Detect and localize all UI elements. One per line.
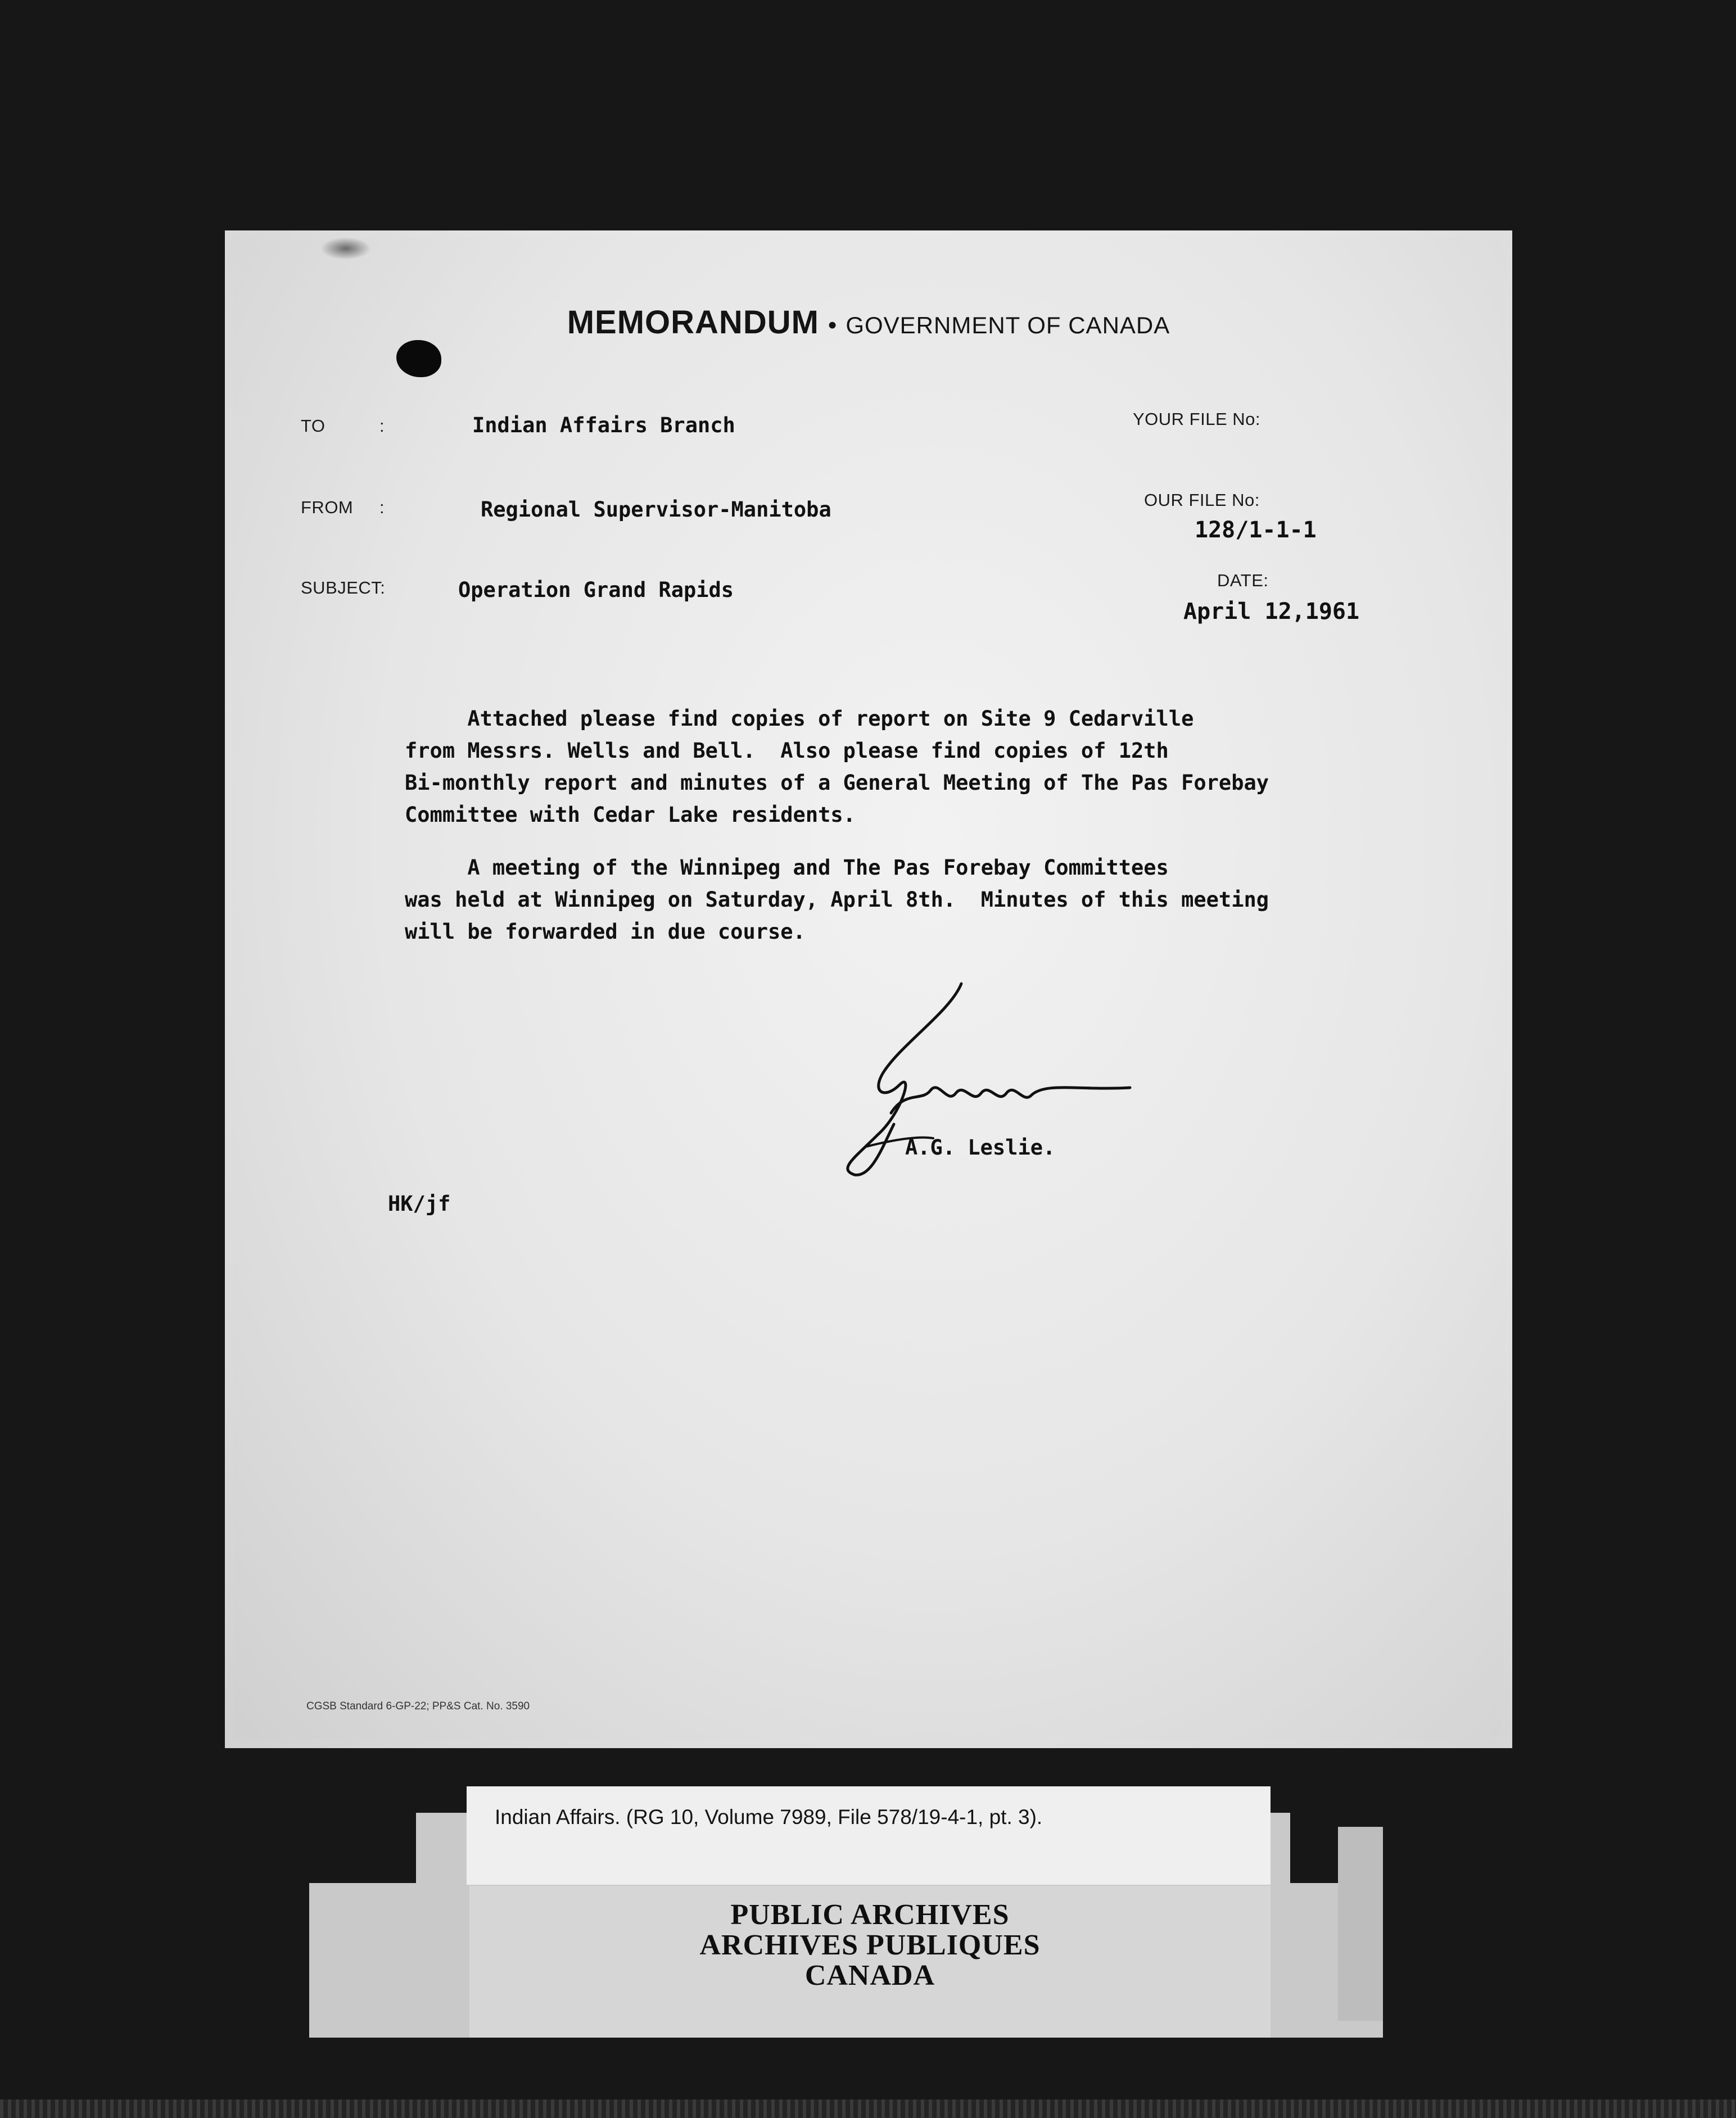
memo-page	[225, 230, 1512, 1748]
to-value: Indian Affairs Branch	[472, 413, 735, 437]
paragraph-2-line: A meeting of the Winnipeg and The Pas Forebay Committees	[405, 856, 1169, 880]
memo-paragraph-2	[405, 852, 1394, 948]
typist-initials: HK/jf	[388, 1192, 451, 1216]
from-label: FROM	[301, 497, 354, 517]
date-label: DATE:	[1217, 571, 1269, 590]
to-label: TO	[301, 416, 326, 436]
paragraph-1-line: Attached please find copies of report on Site 9 Cedarville	[405, 707, 1194, 731]
stamp-line: ARCHIVES PUBLIQUES	[699, 1929, 1041, 1961]
paragraph-2-line: was held at Winnipeg on Saturday, April 8th. Minutes of this meeting	[405, 888, 1269, 912]
memo-org: GOVERNMENT OF CANADA	[846, 312, 1170, 338]
to-colon: :	[379, 416, 385, 436]
your-file-label: YOUR FILE No:	[1133, 409, 1260, 429]
paragraph-2-line: will be forwarded in due course.	[405, 920, 806, 944]
film-edge-strip	[0, 2099, 1736, 2118]
archive-stamp	[469, 1900, 1271, 1991]
from-value: Regional Supervisor-Manitoba	[481, 497, 831, 522]
subject-value: Operation Grand Rapids	[458, 578, 734, 602]
punch-hole	[396, 340, 441, 377]
archive-tab-edge	[1338, 1827, 1383, 2021]
subject-label: SUBJECT:	[301, 578, 386, 598]
paragraph-1-line: from Messrs. Wells and Bell. Also please find copies of 12th	[405, 739, 1169, 763]
our-file-label: OUR FILE No:	[1144, 490, 1260, 510]
stamp-line: PUBLIC ARCHIVES	[730, 1899, 1010, 1931]
memo-title: MEMORANDUM	[567, 304, 819, 341]
header-separator: •	[828, 311, 837, 339]
paper-smudge	[320, 237, 371, 260]
archive-label-strip	[467, 1786, 1271, 1885]
date-value: April 12,1961	[1183, 599, 1360, 624]
archive-tab-notch	[309, 1813, 416, 1883]
stamp-line: CANADA	[804, 1959, 935, 1992]
paragraph-1-line: Bi-monthly report and minutes of a General Meeting of The Pas Forebay	[405, 771, 1269, 795]
paragraph-1-line: Committee with Cedar Lake residents.	[405, 803, 856, 827]
from-colon: :	[379, 497, 385, 517]
form-number: CGSB Standard 6-GP-22; PP&S Cat. No. 3590	[306, 1700, 530, 1712]
signatory-name: A.G. Leslie.	[905, 1135, 1056, 1160]
archive-reference: Indian Affairs. (RG 10, Volume 7989, File 578/19-4-1, pt. 3).	[495, 1805, 1043, 1829]
our-file-value: 128/1-1-1	[1195, 517, 1317, 543]
memo-paragraph-1	[405, 703, 1394, 831]
memo-header	[225, 304, 1512, 341]
